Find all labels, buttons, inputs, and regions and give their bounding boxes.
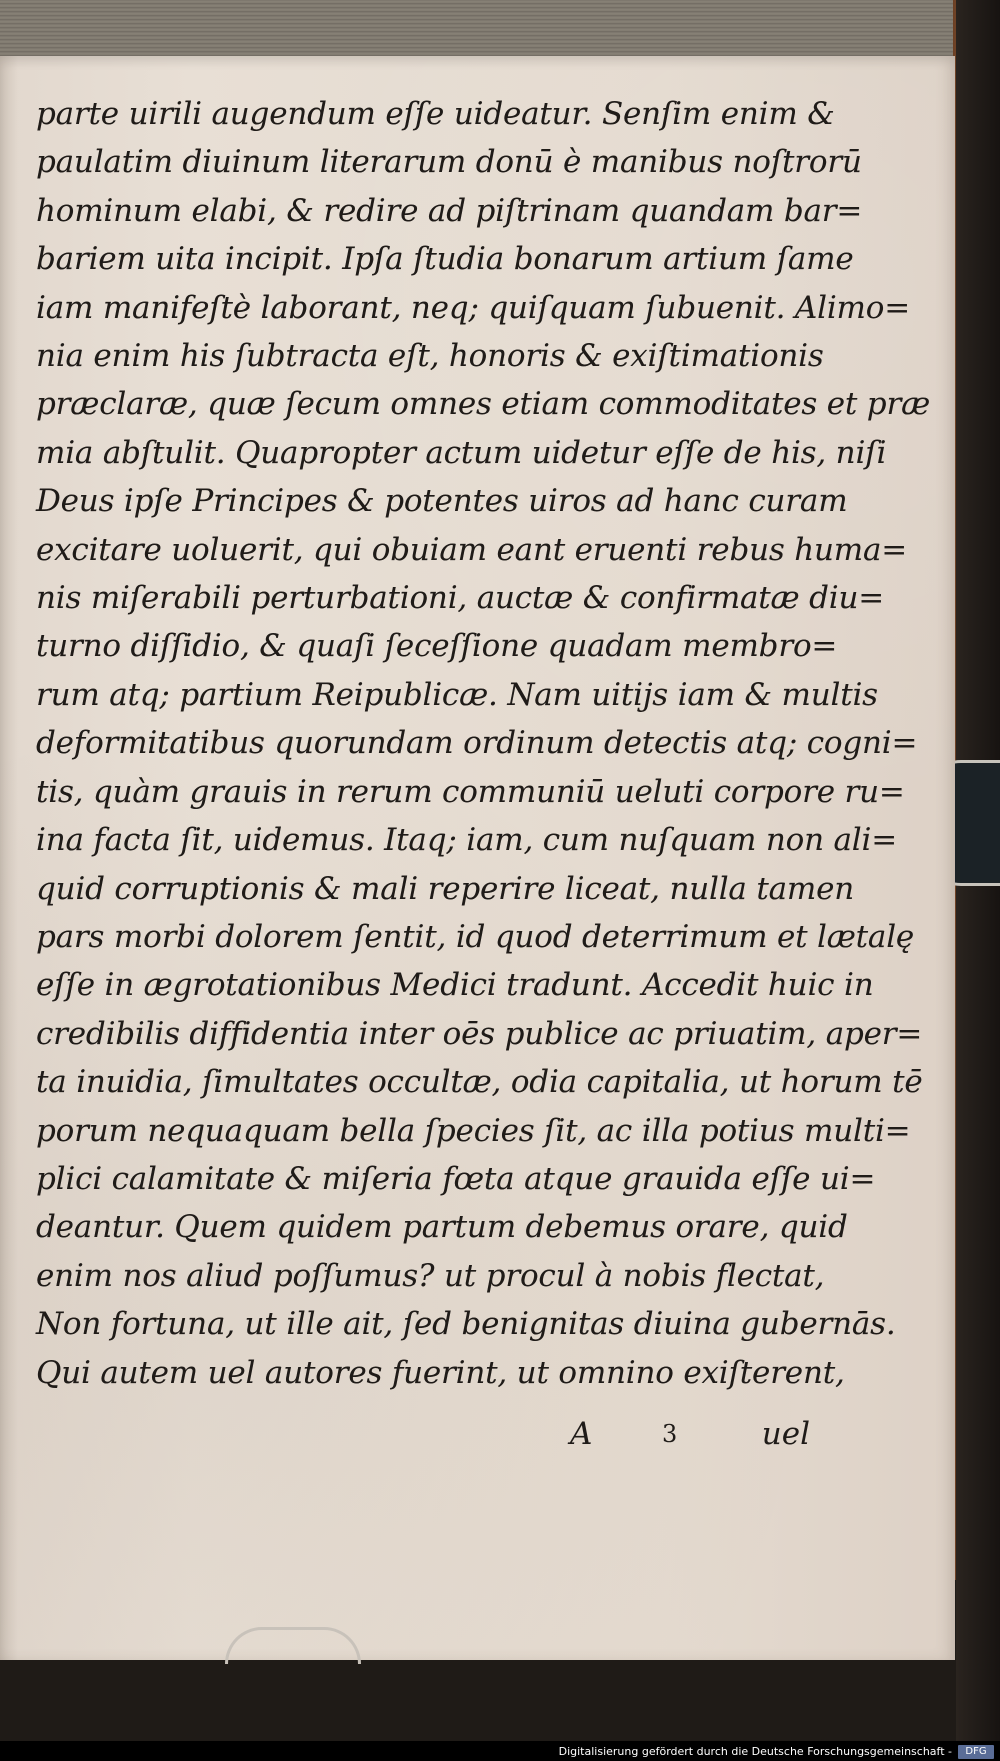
dfg-logo: DFG [958, 1745, 994, 1759]
text-line-1: parte uirili augendum eſſe uideatur. Senſim enim & [36, 96, 835, 132]
footer-credit: Digitalisierung gefördert durch die Deutsche Forschungsgemeinschaft - [558, 1745, 952, 1758]
text-line-27: Qui autem uel autores fuerint, ut omnino exiſterent, [36, 1354, 845, 1391]
text-line-17: quid corruptionis & mali reperire liceat, nulla tamen [36, 870, 855, 907]
signature-mark: A [570, 1416, 593, 1452]
text-line-2: paulatim diuinum literarum donū è manibus noſtrorū [36, 144, 862, 181]
text-line-23: plici calamitate & miſeria fœta atque grauida eſſe ui= [36, 1160, 876, 1197]
text-line-6: nia enim his ſubtracta eſt, honoris & exiſtimationis [36, 338, 824, 375]
text-line-7: præclaræ, quæ ſecum omnes etiam commoditates et præ [36, 386, 931, 423]
text-line-13: rum atq; partium Reipublicæ. Nam uitijs iam & multis [36, 676, 878, 713]
text-line-16: ina facta ſit, uidemus. Itaq; iam, cum nuſquam non ali= [36, 822, 898, 859]
text-line-10: excitare uoluerit, qui obuiam eant eruenti rebus huma= [36, 531, 908, 568]
text-line-24: deantur. Quem quidem partum debemus orare, quid [36, 1209, 848, 1246]
text-line-20: credibilis diffidentia inter oēs publice ac priuatim, aper= [36, 1015, 923, 1052]
page-tab [225, 1627, 361, 1664]
text-line-19: eſſe in ægrotationibus Medici tradunt. Accedit huic in [36, 967, 874, 1004]
text-line-5: iam manifeſtè laborant, neq; quiſquam ſubuenit. Alimo= [36, 289, 910, 326]
text-line-3: hominum elabi, & redire ad piſtrinam quandam bar= [36, 192, 863, 229]
text-line-25: enim nos aliud poſſumus? ut procul à nobis flectat, [36, 1257, 825, 1294]
catchword: uel [761, 1416, 810, 1452]
text-line-8: mia abſtulit. Quapropter actum uidetur eſſe de his, niſi [36, 434, 887, 471]
text-line-18: pars morbi dolorem ſentit, id quod deterrimum et lætalę [36, 918, 915, 955]
signature-and-catchword-line [570, 1410, 810, 1458]
text-line-15: tis, quàm grauis in rerum communiū ueluti corpore ru= [36, 773, 905, 810]
text-line-4: bariem uita incipit. Ipſa ſtudia bonarum artium ſame [36, 241, 854, 278]
book-page-edges [0, 0, 955, 60]
text-line-11: nis miſerabili perturbationi, auctæ & confirmatæ diu= [36, 580, 885, 617]
text-line-26: Non fortuna, ut ille ait, ſed benignitas diuina gubernās. [36, 1306, 896, 1343]
text-line-21: ta inuidia, ſimultates occultæ, odia capitalia, ut horum tē [36, 1064, 923, 1101]
document-page [0, 56, 955, 1660]
text-line-9: Deus ipſe Principes & potentes uiros ad hanc curam [36, 483, 848, 520]
text-line-22: porum nequaquam bella ſpecies ſit, ac illa potius multi= [36, 1112, 911, 1149]
text-line-14: deformitatibus quorundam ordinum detectis atq; cogni= [36, 725, 918, 762]
page-number: 3 [662, 1420, 678, 1448]
document-text-block [36, 90, 931, 1397]
footer-bar [0, 1741, 1000, 1761]
text-line-12: turno diſſidio, & quaſi ſeceſſione quadam membro= [36, 628, 838, 665]
